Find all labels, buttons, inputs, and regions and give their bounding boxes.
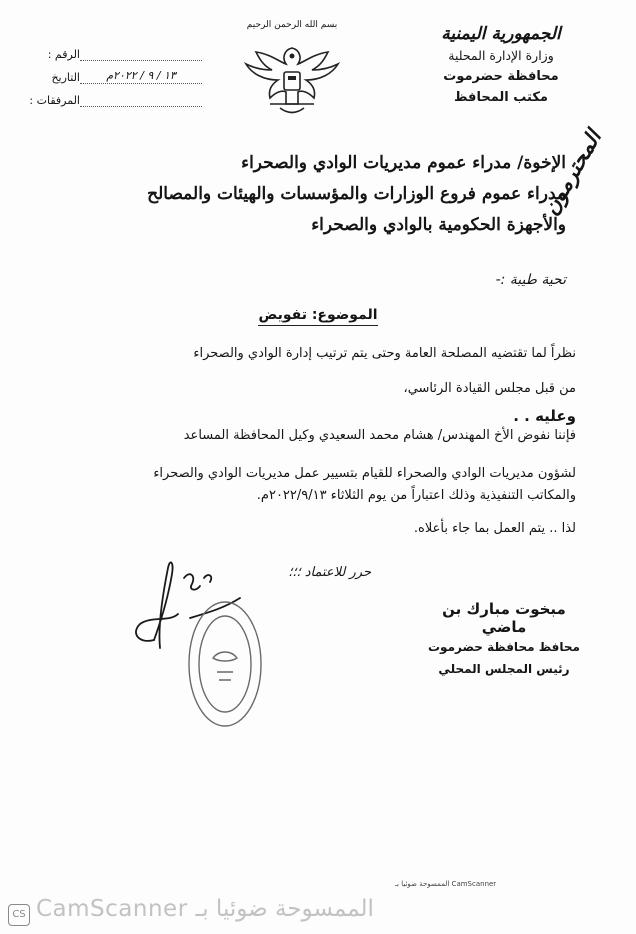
camscanner-watermark [0, 888, 636, 934]
date-label: التاريخ [51, 71, 80, 84]
reference-fields [28, 38, 208, 107]
body-paragraph-6: والمكاتب التنفيذية وذلك اعتباراً من يوم الثلاثاء ٢٠٢٢/٩/١٣م. [256, 488, 576, 503]
signatory-block [419, 600, 589, 676]
ref-row [28, 38, 208, 61]
address-line-2: مدراء عموم فروع الوزارات والمؤسسات والهيئات والمصالح [147, 184, 566, 204]
subject-text: الموضوع: تفويض [258, 307, 377, 326]
watermark-text: CamScanner الممسوحة ضوئيا بـ [36, 896, 374, 922]
ministry-name: وزارة الإدارة المحلية [448, 48, 554, 63]
scan-footnote: الممسوحة ضوئيا بـ CamScanner [395, 880, 497, 888]
handwritten-honorific: المحترمون [537, 125, 606, 220]
camscanner-logo-icon: CS [8, 904, 30, 926]
basmala: بسم الله الرحمن الرحيم [246, 20, 338, 30]
body-paragraph-7: لذا .. يتم العمل بما جاء بأعلاه. [413, 521, 576, 536]
body-paragraph-5: لشؤون مديريات الوادي والصحراء للقيام بتسيير عمل مديريات الوادي والصحراء [153, 466, 576, 481]
body-paragraph-2: من قبل مجلس القيادة الرئاسي، [403, 381, 576, 396]
attestation-note: حرر للاعتماد ؛؛؛ [288, 565, 371, 580]
government-header [406, 24, 596, 105]
subject-line [0, 307, 636, 323]
date-row [28, 61, 208, 84]
date-value: ١٣ / ٩ / ٢٠٢٢م [80, 69, 202, 84]
signatory-name: مبخوت مبارك بن ماضي [442, 600, 566, 636]
eagle-emblem-icon [240, 38, 344, 116]
office-name: مكتب المحافظ [454, 90, 548, 105]
body-paragraph-3: وعليه . . [513, 407, 576, 425]
body-paragraph-1: نظراً لما تقتضيه المصلحة العامة وحتى يتم ترتيب إدارة الوادي والصحراء [193, 346, 576, 361]
attachments-label: المرفقات : [29, 94, 80, 107]
attachments-row [28, 84, 208, 107]
governorate-name: محافظة حضرموت [443, 69, 559, 84]
ref-label: الرقم : [47, 48, 80, 61]
signatory-title-governor: محافظ محافظة حضرموت [427, 640, 580, 654]
republic-name: الجمهورية اليمنية [441, 24, 561, 44]
address-line-3: والأجهزة الحكومية بالوادي والصحراء [311, 215, 566, 235]
signatory-title-council: رئيس المجلس المحلي [438, 662, 570, 676]
ref-value [80, 46, 202, 61]
attachments-value [80, 92, 202, 107]
official-stamp-icon [185, 598, 265, 730]
body-paragraph-4: فإننا نفوض الأخ المهندس/ هشام محمد السعيدي وكيل المحافظة المساعد [183, 428, 576, 443]
address-line-1: الإخوة/ مدراء عموم مديريات الوادي والصحراء [241, 153, 566, 173]
greeting: تحية طيبة :- [495, 272, 566, 288]
